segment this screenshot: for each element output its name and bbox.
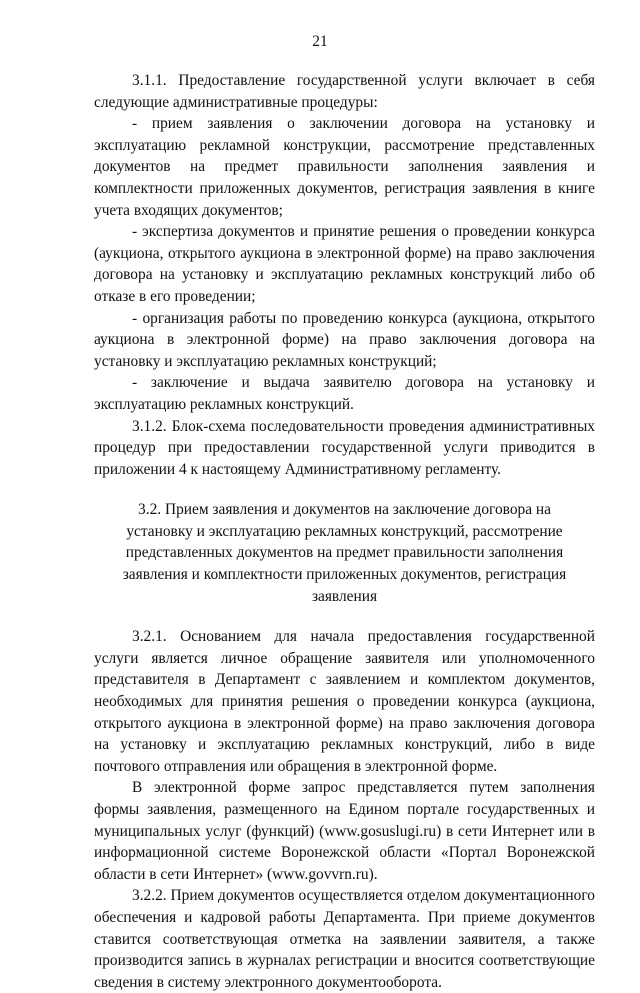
list-item-contract-issuance: - заключение и выдача заявителю договора на установку и эксплуатацию рекламных конструкций.: [94, 374, 595, 413]
list-item-document-review: - экспертиза документов и принятие решения о проведении конкурса (аукциона, открытого аукциона в электронной форме) на право заключения договора на установку и эксплуатацию рекламных конструкций либо об отказе в его проведении;: [94, 223, 595, 305]
list-item-auction-organization: - организация работы по проведению конкурса (аукциона, открытого аукциона в электронной форме) на право заключения договора на установку и эксплуатацию рекламных конструкций;: [94, 309, 595, 370]
paragraph-electronic-request: В электронной форме запрос представляется путем заполнения формы заявления, размещенного на Едином портале государственных и муниципальных услуг (функций) (www.gosuslugi.ru) в сети Интернет или в информационной системе Воронежской области «Портал Воронежской области в сети Интернет» (www.govvrn.ru).: [94, 779, 595, 883]
paragraph-3-2-2: 3.2.2. Прием документов осуществляется отделом документационного обеспечения и кадровой работы Департамента. При приеме документов ставится соответствующая отметка на заявлении заявителя, а также производится запись в журналах регистрации и вносится соответствующие сведения в систему электронного документооборота.: [94, 887, 595, 991]
paragraph-3-1-1: 3.1.1. Предоставление государственной услуги включает в себя следующие административные процедуры:: [94, 72, 595, 111]
document-body: [94, 70, 595, 993]
section-title-3-2: 3.2. Прием заявления и документов на заключение договора на установку и эксплуатацию рекламных конструкций, рассмотрение представленных документов на предмет правильности заполнения заявления и комплектности приложенных документов, регистрация заявления: [122, 501, 567, 605]
list-item-application-acceptance: - прием заявления о заключении договора на установку и эксплуатацию рекламной конструкции, рассмотрение представленных документов на предмет правильности заполнения заявления и комплектности приложенных документов, регистрация заявления в книге учета входящих документов;: [94, 115, 595, 219]
paragraph-3-2-1: 3.2.1. Основанием для начала предоставления государственной услуги является личное обращение заявителя или уполномоченного представителя в Департамент с заявлением и комплектом документов, необходимых для принятия решения о проведении конкурса (аукциона, открытого аукциона в электронной форме) на право заключения договора на установку и эксплуатацию рекламных конструкций, либо в виде почтового отправления или обращения в электронной форме.: [94, 628, 595, 775]
page-number: 21: [312, 33, 328, 50]
paragraph-3-1-2: 3.1.2. Блок-схема последовательности проведения административных процедур при предоставлении государственной услуги приводится в приложении 4 к настоящему Административному регламенту.: [94, 417, 595, 478]
